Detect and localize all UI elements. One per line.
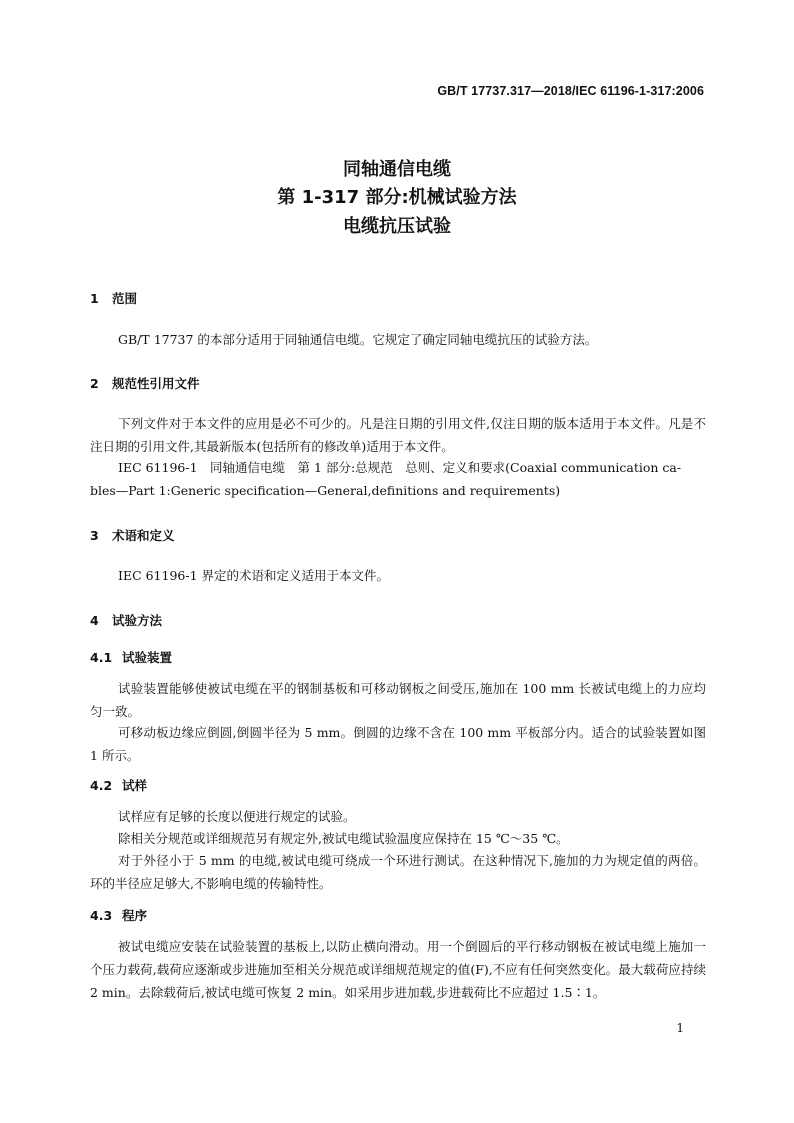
section-number: 3 [90,528,99,543]
section-number: 2 [90,376,99,391]
subsection-4-1-paragraph-2: 可移动板边缘应倒圆,倒圆半径为 5 mm。倒圆的边缘不含在 100 mm 平板部分内。适合的试验装置如图 1 所示。 [90,725,706,763]
subsection-title: 程序 [122,908,148,923]
subsection-4-2-paragraph-1: 试样应有足够的长度以便进行规定的试验。 [118,809,356,824]
subsection-4-1-paragraph-1: 试验装置能够使被试电缆在平的钢制基板和可移动钢板之间受压,施加在 100 mm 长被试电缆上的力应均匀一致。 [90,681,706,719]
section-title: 范围 [112,291,138,306]
section-1-heading [90,289,137,307]
subsection-4-1-heading [90,648,172,666]
section-title: 试验方法 [112,613,163,628]
page-number: 1 [676,1021,684,1035]
subsection-number: 4.2 [90,778,113,793]
subsection-4-2-heading [90,776,147,794]
section-title: 规范性引用文件 [112,376,200,391]
title-line-3: 电缆抗压试验 [343,216,451,237]
subsection-number: 4.1 [90,650,113,665]
section-3-paragraph: IEC 61196-1 界定的术语和定义适用于本文件。 [118,568,390,583]
normative-reference-line-1: IEC 61196-1 同轴通信电缆 第 1 部分:总规范 总则、定义和要求(Coaxial communication ca- [118,460,682,475]
subsection-4-3-paragraph: 被试电缆应安装在试验装置的基板上,以防止横向滑动。用一个倒圆后的平行移动钢板在被试电缆上施加一个压力载荷,载荷应逐渐或步进施加至相关分规范或详细规范规定的值(F),不应有任何突然变化。最大载荷应持续 2 min。去除载荷后,被试电缆可恢复 2 min。如采用步进加载,步进载荷比不应超过 1.5∶1。 [90,939,706,1000]
section-4-heading [90,611,162,629]
subsection-title: 试验装置 [122,650,173,665]
section-title: 术语和定义 [112,528,175,543]
subsection-4-2-paragraph-3: 对于外径小于 5 mm 的电缆,被试电缆可绕成一个环进行测试。在这种情况下,施加的力为规定值的两倍。环的半径应足够大,不影响电缆的传输特性。 [90,853,706,891]
section-2-paragraph: 下列文件对于本文件的应用是必不可少的。凡是注日期的引用文件,仅注日期的版本适用于本文件。凡是不注日期的引用文件,其最新版本(包括所有的修改单)适用于本文件。 [90,416,706,454]
section-number: 4 [90,613,99,628]
section-number: 1 [90,291,99,306]
section-1-paragraph: GB/T 17737 的本部分适用于同轴通信电缆。它规定了确定同轴电缆抗压的试验方法。 [118,332,598,347]
standard-code: GB/T 17737.317—2018/IEC 61196-1-317:2006 [437,84,704,98]
subsection-4-2-paragraph-2: 除相关分规范或详细规范另有规定外,被试电缆试验温度应保持在 15 ℃～35 ℃。 [118,831,569,846]
section-2-heading [90,374,200,392]
title-line-1: 同轴通信电缆 [343,159,451,180]
subsection-number: 4.3 [90,908,113,923]
title-line-2: 第 1-317 部分:机械试验方法 [277,187,517,208]
normative-reference-line-2: bles—Part 1:Generic specification—General,definitions and requirements) [90,483,561,498]
section-3-heading [90,526,175,544]
subsection-4-3-heading [90,906,147,924]
subsection-title: 试样 [122,778,148,793]
